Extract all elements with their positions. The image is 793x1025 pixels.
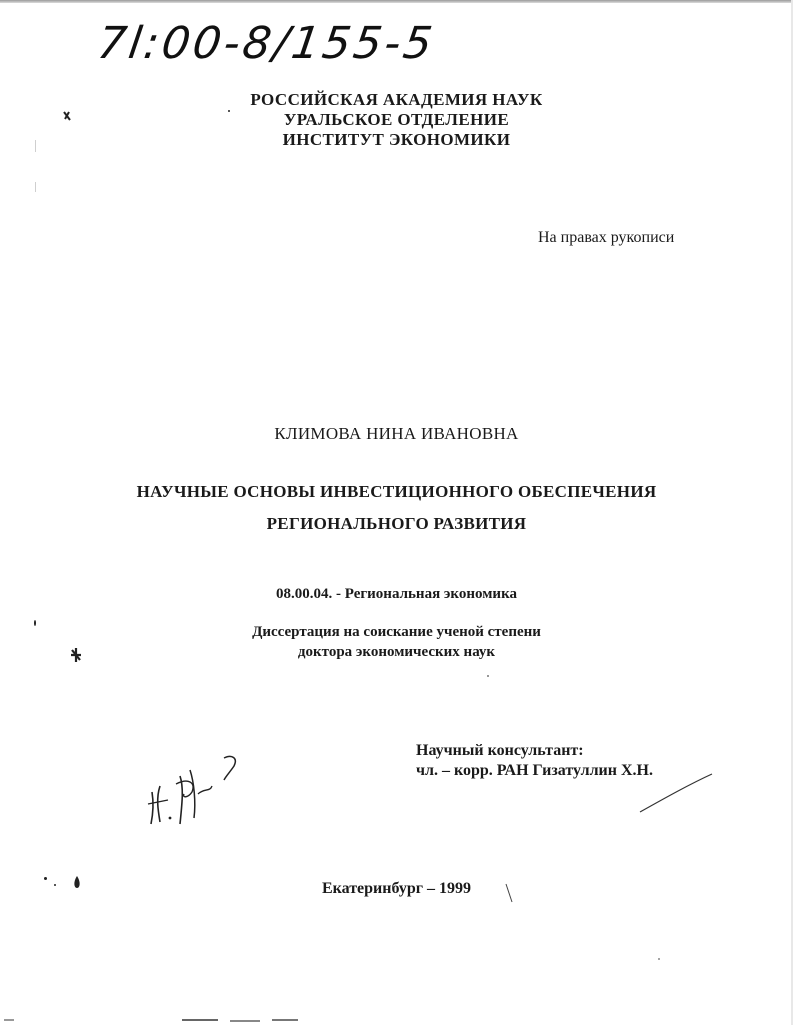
- scan-top-border: [0, 0, 793, 3]
- scan-speck: [228, 110, 230, 112]
- scan-artifact: [182, 1019, 218, 1021]
- scan-speck: [54, 884, 56, 886]
- degree-line-2: доктора экономических наук: [297, 644, 496, 660]
- organization-line-2: УРАЛЬСКОЕ ОТДЕЛЕНИЕ: [283, 110, 510, 129]
- dissertation-title-line-2: РЕГИОНАЛЬНОГО РАЗВИТИЯ: [266, 514, 527, 533]
- scan-speck: [44, 877, 47, 880]
- scan-artifact: [4, 1019, 14, 1021]
- scan-mark: [504, 882, 514, 904]
- consultant-name: чл. – корр. РАН Гизатуллин Х.Н.: [416, 762, 653, 779]
- scan-speck: [60, 108, 76, 124]
- scan-speck: [70, 874, 84, 890]
- city-year: Екатеринбург – 1999: [321, 880, 472, 897]
- organization-line-1: РОССИЙСКАЯ АКАДЕМИЯ НАУК: [250, 90, 543, 109]
- scan-speck: [658, 958, 660, 960]
- handwritten-signature: [140, 752, 250, 832]
- dissertation-title-line-1: НАУЧНЫЕ ОСНОВЫ ИНВЕСТИЦИОННОГО ОБЕСПЕЧЕНИЯ: [136, 482, 657, 501]
- rights-note: На правах рукописи: [538, 229, 675, 246]
- scan-speck: [68, 646, 84, 664]
- scan-artifact: [35, 140, 36, 152]
- degree-line-1: Диссертация на соискание ученой степени: [252, 624, 541, 640]
- scan-artifact: [230, 1020, 260, 1022]
- handwritten-archive-code: 7l:00-8/155-5: [94, 18, 439, 69]
- scan-artifact: [35, 182, 36, 192]
- consultant-label: Научный консультант:: [416, 742, 584, 759]
- organization-line-3: ИНСТИТУТ ЭКОНОМИКИ: [282, 130, 511, 149]
- scan-artifact: [272, 1019, 298, 1021]
- scan-speck: [34, 620, 36, 626]
- scan-speck: [487, 675, 489, 677]
- pen-stroke: [630, 770, 720, 818]
- specialty: 08.00.04. - Региональная экономика: [275, 586, 517, 602]
- author-name: КЛИМОВА НИНА ИВАНОВНА: [274, 424, 519, 443]
